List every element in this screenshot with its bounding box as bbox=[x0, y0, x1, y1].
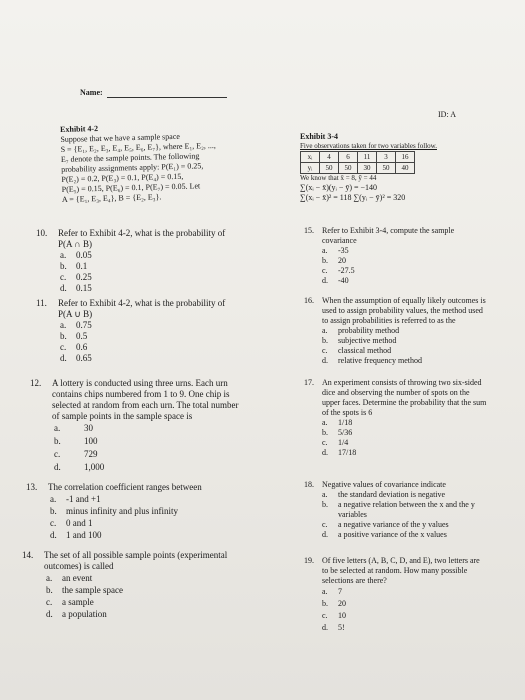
question-text: Negative values of covariance indicate bbox=[322, 480, 446, 489]
option-a[interactable]: a. -35 bbox=[322, 246, 349, 255]
question-text: When the assumption of equally likely outcomes is bbox=[322, 296, 486, 305]
exhibit-4-2-line: probability assignments apply: P(E₁) = 0.25, bbox=[61, 161, 204, 174]
question-text: dice and observing the number of spots on the bbox=[322, 388, 470, 397]
option-d[interactable]: d. 1 and 100 bbox=[50, 530, 102, 540]
option-d[interactable]: d. 1,000 bbox=[54, 462, 105, 472]
option-b[interactable]: b. 0.5 bbox=[60, 331, 88, 341]
question-text: outcomes) is called bbox=[44, 561, 114, 571]
option-a[interactable]: a. 1/18 bbox=[322, 418, 353, 427]
question-text: of sample points in the sample space is bbox=[52, 411, 193, 421]
question-number: 17. bbox=[304, 378, 314, 387]
option-c[interactable]: c. -27.5 bbox=[322, 266, 355, 275]
option-a[interactable]: a. probability method bbox=[322, 326, 400, 335]
question-number: 18. bbox=[304, 480, 314, 489]
option-b[interactable]: b. minus infinity and plus infinity bbox=[50, 506, 178, 516]
name-field bbox=[80, 88, 227, 98]
exhibit-4-2-line: A = {E₁, E₃, E₄}, B = {E₂, E₃}. bbox=[61, 192, 162, 204]
option-c[interactable]: c. classical method bbox=[322, 346, 392, 355]
y-value-cell: 50 bbox=[377, 163, 396, 174]
option-a[interactable]: a. an event bbox=[46, 573, 93, 583]
y-value-cell: 30 bbox=[358, 163, 377, 174]
question-15 bbox=[304, 226, 504, 286]
question-11 bbox=[36, 298, 276, 364]
question-18 bbox=[304, 480, 504, 540]
question-text: used to assign probability values, the method used bbox=[322, 306, 483, 315]
x-label-cell: xᵢ bbox=[301, 152, 320, 163]
question-text: selections are there? bbox=[322, 576, 387, 585]
exhibit-3-4-title: Exhibit 3-4 bbox=[300, 132, 339, 141]
question-number: 16. bbox=[304, 296, 314, 305]
question-text: A lottery is conducted using three urns. Each urn bbox=[52, 378, 228, 388]
option-d[interactable]: d. 5! bbox=[322, 623, 345, 632]
name-line bbox=[107, 96, 227, 98]
question-text: Refer to Exhibit 3-4, compute the sample bbox=[322, 226, 455, 235]
question-text: upper faces. Determine the probability that the sum bbox=[322, 398, 487, 407]
y-value-cell: 50 bbox=[320, 163, 339, 174]
option-c[interactable]: c. 0.25 bbox=[60, 272, 92, 282]
option-b[interactable]: b. a negative relation between the x and the y variables bbox=[322, 500, 475, 519]
question-number: 13. bbox=[26, 482, 38, 492]
option-d[interactable]: d. a population bbox=[46, 609, 107, 619]
squares-sum: ∑(xᵢ − x̄)² = 118 ∑(yᵢ − ȳ)² = 320 bbox=[300, 193, 406, 202]
question-text: The set of all possible sample points (experimental bbox=[44, 550, 228, 560]
option-b[interactable]: b. 0.1 bbox=[60, 261, 88, 271]
question-text: Refer to Exhibit 4-2, what is the probability of bbox=[58, 228, 226, 238]
option-b[interactable]: b. 100 bbox=[54, 436, 98, 446]
question-16 bbox=[304, 296, 504, 366]
question-number: 10. bbox=[36, 228, 48, 238]
question-text: selected at random from each urn. The total number bbox=[52, 400, 239, 410]
question-text: covariance bbox=[322, 236, 357, 245]
question-19 bbox=[304, 556, 504, 634]
option-b[interactable]: b. 20 bbox=[322, 256, 346, 265]
table-row bbox=[301, 163, 415, 174]
option-d[interactable]: d. 17/18 bbox=[322, 448, 357, 457]
question-text: Of five letters (A, B, C, D, and E), two letters are bbox=[322, 556, 480, 565]
exhibit-4-2-line: S = {E₁, E₂, E₃, E₄, E₅, E₆, E₇}, where E₁, E₂, ..., bbox=[60, 140, 216, 154]
exhibit-4-2-line: E₇ denote the sample points. The following bbox=[60, 151, 200, 164]
option-b[interactable]: b. subjective method bbox=[322, 336, 397, 345]
option-a[interactable]: a. 7 bbox=[322, 587, 342, 596]
option-d[interactable]: d. -40 bbox=[322, 276, 349, 285]
option-d[interactable]: d. relative frequency method bbox=[322, 356, 422, 365]
question-text: P(A ∪ B) bbox=[58, 309, 93, 319]
covariance-sum: ∑(xᵢ − x̄)(yᵢ − ȳ) = −140 bbox=[300, 183, 378, 192]
x-value-cell: 16 bbox=[396, 152, 415, 163]
option-a[interactable]: a. -1 and +1 bbox=[50, 494, 101, 504]
exhibit-3-4 bbox=[300, 132, 480, 203]
question-text: Refer to Exhibit 4-2, what is the probability of bbox=[58, 298, 226, 308]
table-row bbox=[301, 152, 415, 163]
option-d[interactable]: d. 0.65 bbox=[60, 353, 92, 363]
question-text: to assign probabilities is referred to as the bbox=[322, 316, 456, 325]
option-c[interactable]: c. 0 and 1 bbox=[50, 518, 93, 528]
y-label-cell: yᵢ bbox=[301, 163, 320, 174]
option-d[interactable]: d. 0.15 bbox=[60, 283, 92, 293]
option-c[interactable]: c. 729 bbox=[54, 449, 98, 459]
question-number: 14. bbox=[22, 550, 34, 560]
question-10 bbox=[36, 228, 276, 294]
id-label: ID: A bbox=[438, 110, 456, 119]
option-a[interactable]: a. 0.05 bbox=[60, 250, 92, 260]
option-c[interactable]: c. 0.6 bbox=[60, 342, 88, 352]
x-value-cell: 11 bbox=[358, 152, 377, 163]
option-c[interactable]: c. a sample bbox=[46, 597, 94, 607]
question-14 bbox=[22, 550, 277, 620]
exhibit-4-2-title: Exhibit 4-2 bbox=[60, 124, 99, 134]
question-12 bbox=[30, 378, 280, 474]
question-text: to be selected at random. How many possible bbox=[322, 566, 468, 575]
option-b[interactable]: b. 5/36 bbox=[322, 428, 353, 437]
exhibit-4-2-line: P(E₂) = 0.2, P(E₃) = 0.1, P(E₄) = 0.15, bbox=[61, 171, 184, 184]
question-number: 11. bbox=[36, 298, 47, 308]
option-a[interactable]: a. the standard deviation is negative bbox=[322, 490, 446, 499]
observations-table bbox=[300, 151, 415, 174]
question-text: of the spots is 6 bbox=[322, 408, 373, 417]
option-b[interactable]: b. 20 bbox=[322, 599, 346, 608]
option-a[interactable]: a. 0.75 bbox=[60, 320, 92, 330]
option-a[interactable]: a. 30 bbox=[54, 423, 93, 433]
option-c[interactable]: c. a negative variance of the y values bbox=[322, 520, 449, 529]
exhibit-4-2-line: Suppose that we have a sample space bbox=[60, 131, 180, 144]
question-number: 15. bbox=[304, 226, 314, 235]
x-value-cell: 4 bbox=[320, 152, 339, 163]
question-number: 19. bbox=[304, 556, 314, 565]
means-line: We know that x̄ = 8, ȳ = 44 bbox=[300, 174, 377, 182]
exhibit-4-2-line: P(E₅) = 0.15, P(E₆) = 0.1, P(E₇) = 0.05. Let bbox=[61, 181, 201, 194]
question-text: contains chips numbered from 1 to 9. One chip is bbox=[52, 389, 230, 399]
exhibit-4-2 bbox=[60, 120, 272, 205]
question-text: An experiment consists of throwing two six-sided bbox=[322, 378, 482, 387]
option-c[interactable]: c. 1/4 bbox=[322, 438, 349, 447]
question-number: 12. bbox=[30, 378, 42, 388]
name-label: Name: bbox=[80, 88, 103, 97]
y-value-cell: 50 bbox=[339, 163, 358, 174]
question-17 bbox=[304, 378, 509, 458]
y-value-cell: 40 bbox=[396, 163, 415, 174]
question-13 bbox=[26, 482, 276, 541]
question-text: The correlation coefficient ranges between bbox=[48, 482, 202, 492]
x-value-cell: 6 bbox=[339, 152, 358, 163]
x-value-cell: 3 bbox=[377, 152, 396, 163]
option-c[interactable]: c. 10 bbox=[322, 611, 346, 620]
question-text: P(A ∩ B) bbox=[58, 239, 93, 249]
option-b[interactable]: b. the sample space bbox=[46, 585, 123, 595]
exhibit-3-4-subtitle: Five observations taken for two variables follow. bbox=[300, 142, 437, 150]
option-d[interactable]: d. a positive variance of the x values bbox=[322, 530, 447, 539]
